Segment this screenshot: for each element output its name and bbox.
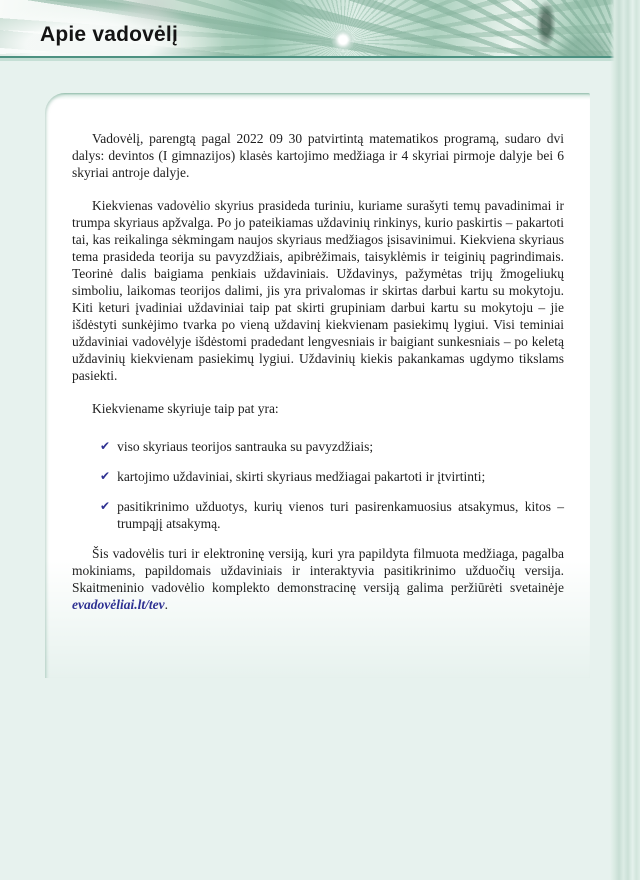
closing-period: . (164, 597, 168, 612)
checklist (72, 438, 564, 532)
paragraph-closing (72, 545, 564, 613)
checklist-item (100, 498, 564, 532)
checklist-item (100, 468, 564, 485)
content-card (45, 93, 590, 678)
page-edge-stripes (610, 0, 640, 880)
checkmark-icon: ✔ (100, 499, 111, 513)
page-title: Apie vadovėlį (40, 23, 178, 46)
checklist-item (100, 438, 564, 455)
card-content (45, 93, 590, 613)
checklist-item-text: viso skyriaus teorijos santrauka su pavyzdžiais; (117, 439, 374, 454)
paragraph-lead-in: Kiekviename skyriuje taip pat yra: (92, 401, 279, 416)
checkmark-icon: ✔ (100, 439, 111, 453)
paragraph-structure: Kiekvienas vadovėlio skyrius prasideda turiniu, kuriame surašyti temų pavadinimai ir trumpa skyriaus apžvalga. Po jo pateikiamas uždavinių rinkinys, kurio paskirtis – pakartoti tai, kas reikalinga sėkmingam naujos skyriaus medžiagos įsisavinimui. Kiekviena skyriaus tema prasideda teorija su pavyzdžiais, apibrėžimais, taisyklėmis ir teiginių pagrindimais. Teorinė dalis baigiama penkiais uždaviniais. Uždavinys, pažymėtas trijų žmogeliukų simboliu, laikomas teorijos dalimi, jis yra privalomas ir skirtas darbui kartu su mokytoju. Kiti keturi įvadiniai uždaviniai taip pat skirti grupiniam darbui kartu su mokytoju – jie išdėstyti sunkėjimo tvarka po vieną uždavinį kiekvienam pasiekimų lygiui. Visi teminiai uždaviniai vadovėlyje išdėstomi pradedant lengvesniais ir baigiant sunkesniais – po keletą uždavinių kiekvienam pasiekimų lygiui. Uždavinių kiekis pakankamas ugdymo tikslams pasiekti. (72, 198, 564, 383)
checklist-item-text: kartojimo uždaviniai, skirti skyriaus medžiagai pakartoti ir įtvirtinti; (117, 469, 486, 484)
paragraph-intro: Vadovėlį, parengtą pagal 2022 09 30 patvirtintą matematikos programą, sudaro dvi dalys: devintos (I gimnazijos) klasės kartojimo medžiaga ir 4 skyriai pirmoje dalyje bei 6 skyriai antroje dalyje. (72, 131, 564, 180)
checkmark-icon: ✔ (100, 469, 111, 483)
evadoveliai-link[interactable]: evadovėliai.lt/tev (72, 597, 165, 612)
checklist-item-text: pasitikrinimo užduotys, kurių vienos turi pasirenkamuosius atsakymus, kitos – trumpąjį atsakymą. (117, 499, 564, 531)
closing-text: Šis vadovėlis turi ir elektroninę versiją, kuri yra papildyta filmuota medžiaga, pagalba mokiniams, papildomais uždaviniais ir interaktyvia pasitikrinimo užduočių versija. Skaitmeninio vadovėlio komplekto demonstracinę versiją galima peržiūrėti svetainėje (72, 546, 564, 595)
page-header (0, 0, 640, 58)
